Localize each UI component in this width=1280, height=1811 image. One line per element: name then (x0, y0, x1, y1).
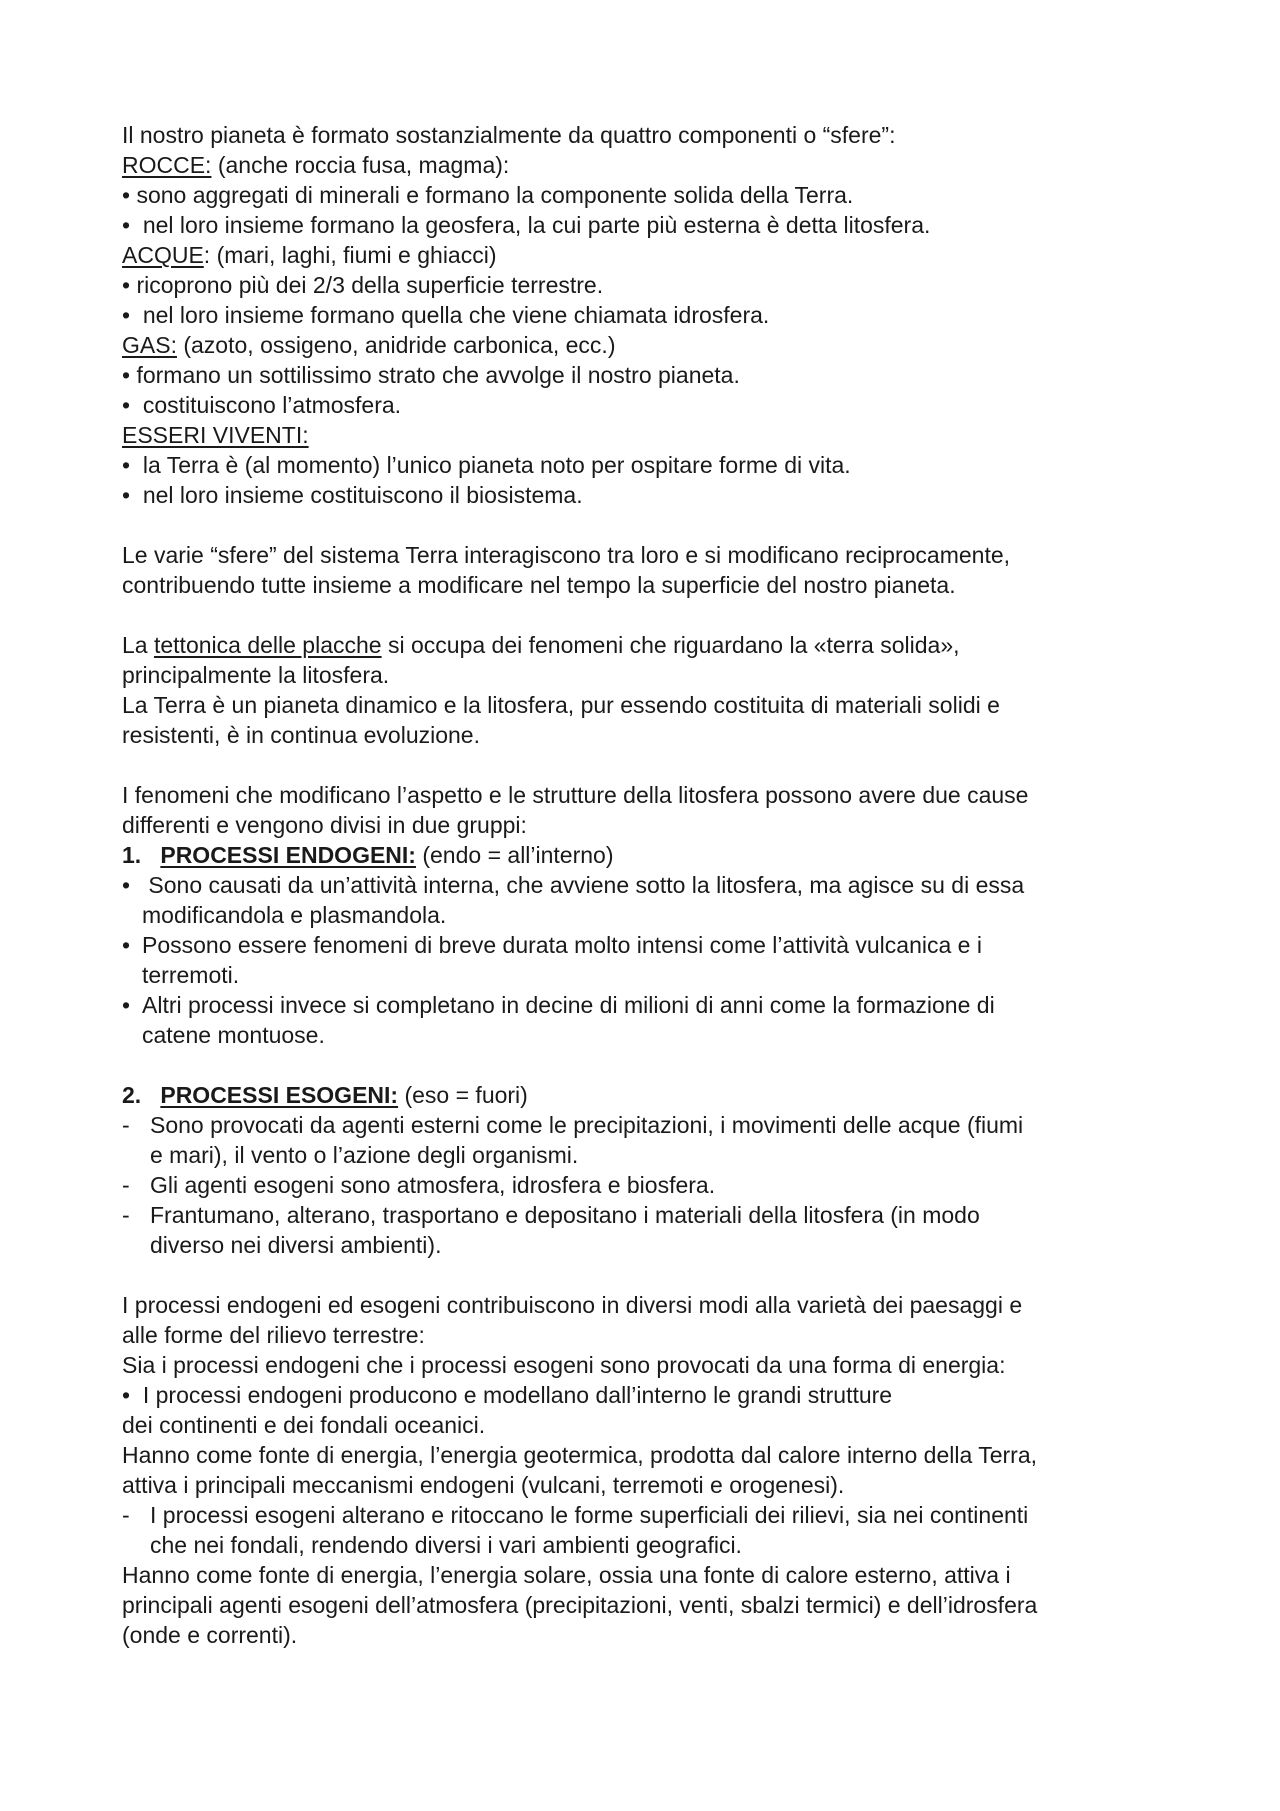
eso-heading: PROCESSI ESOGENI: (160, 1082, 399, 1108)
paragraph-line: Hanno come fonte di energia, l’energia solare, ossia una fonte di calore esterno, attiva i (122, 1562, 1011, 1588)
list-item: • I processi endogeni producono e modellano dall’interno le grandi strutture (122, 1382, 893, 1408)
tettonica-link: tettonica delle placche (153, 632, 382, 658)
paragraph-line: La Terra è un pianeta dinamico e la litosfera, pur essendo costituita di materiali solidi e (122, 692, 1000, 718)
gas-note: (azoto, ossigeno, anidride carbonica, ecc.) (176, 332, 616, 358)
paragraph-line: differenti e vengono divisi in due gruppi: (122, 812, 527, 838)
paragraph-line: principalmente la litosfera. (122, 662, 390, 688)
esseri-heading-line (122, 420, 1182, 450)
paragraph-line: resistenti, è in continua evoluzione. (122, 722, 480, 748)
rocce-note: (anche roccia fusa, magma): (211, 152, 510, 178)
paragraph-line: (onde e correnti). (122, 1622, 298, 1648)
paragraph-line: Sia i processi endogeni che i processi esogeni sono provocati da una forma di energia: (122, 1352, 1006, 1378)
list-item: - Frantumano, alterano, trasportano e depositano i materiali della litosfera (in modo diverso nei diversi ambienti). (122, 1202, 980, 1258)
rocce-heading-line (122, 150, 1182, 180)
list-item: • Possono essere fenomeni di breve durata molto intensi come l’attività vulcanica e i terremoti. (122, 932, 982, 988)
paragraph-line: Le varie “sfere” del sistema Terra interagiscono tra loro e si modificano reciprocamente, (122, 542, 1011, 568)
list-item: • ricoprono più dei 2/3 della superficie terrestre. (122, 272, 604, 298)
intro-line: Il nostro pianeta è formato sostanzialmente da quattro componenti o “sfere”: (122, 122, 896, 148)
list-item: - I processi esogeni alterano e ritoccano le forme superficiali dei rilievi, sia nei continenti che nei fondali, rendendo diversi i vari ambienti geografici. (122, 1502, 1029, 1558)
endo-heading-line (122, 840, 1182, 870)
endo-heading: PROCESSI ENDOGENI: (160, 842, 416, 868)
rocce-heading: ROCCE: (122, 152, 212, 178)
paragraph-line: attiva i principali meccanismi endogeni (vulcani, terremoti e orogenesi). (122, 1472, 845, 1498)
gas-heading-line (122, 330, 1182, 360)
list-item: • la Terra è (al momento) l’unico pianeta noto per ospitare forme di vita. (122, 452, 851, 478)
document-body (122, 120, 1182, 1650)
list-item: • nel loro insieme formano la geosfera, la cui parte più esterna è detta litosfera. (122, 212, 931, 238)
list-item: • Sono causati da un’attività interna, che avviene sotto la litosfera, ma agisce su di essa modificandola e plasmandola. (122, 872, 1025, 928)
eso-note: (eso = fuori) (398, 1082, 528, 1108)
gas-heading: GAS: (122, 332, 177, 358)
paragraph-line: I fenomeni che modificano l’aspetto e le strutture della litosfera possono avere due cause (122, 782, 1029, 808)
paragraph-line: La tettonica delle placche si occupa dei fenomeni che riguardano la «terra solida», (122, 632, 960, 658)
paragraph-line: Hanno come fonte di energia, l’energia geotermica, prodotta dal calore interno della Terra, (122, 1442, 1038, 1468)
paragraph-line: alle forme del rilievo terrestre: (122, 1322, 425, 1348)
list-item: • Altri processi invece si completano in decine di milioni di anni come la formazione di catene montuose. (122, 992, 995, 1048)
acque-note: : (mari, laghi, fiumi e ghiacci) (203, 242, 497, 268)
eso-heading-line (122, 1080, 1182, 1110)
list-item: - Gli agenti esogeni sono atmosfera, idrosfera e biosfera. (122, 1172, 716, 1198)
list-item: • nel loro insieme formano quella che viene chiamata idrosfera. (122, 302, 770, 328)
list-item: - Sono provocati da agenti esterni come le precipitazioni, i movimenti delle acque (fiumi e mari), il vento o l’azione degli organismi. (122, 1112, 1024, 1168)
endo-number: 1. (122, 842, 142, 868)
list-item: • costituiscono l’atmosfera. (122, 392, 402, 418)
paragraph-line: contribuendo tutte insieme a modificare nel tempo la superficie del nostro pianeta. (122, 572, 956, 598)
esseri-heading: ESSERI VIVENTI: (122, 422, 309, 448)
endo-note: (endo = all’interno) (415, 842, 614, 868)
paragraph-line: principali agenti esogeni dell’atmosfera (precipitazioni, venti, sbalzi termici) e dell’idrosfera (122, 1592, 1038, 1618)
list-item: • formano un sottilissimo strato che avvolge il nostro pianeta. (122, 362, 740, 388)
list-item: • nel loro insieme costituiscono il biosistema. (122, 482, 583, 508)
eso-number: 2. (122, 1082, 142, 1108)
acque-heading: ACQUE (122, 242, 204, 268)
acque-heading-line (122, 240, 1182, 270)
list-item: • sono aggregati di minerali e formano la componente solida della Terra. (122, 182, 854, 208)
paragraph-line: I processi endogeni ed esogeni contribuiscono in diversi modi alla varietà dei paesaggi e (122, 1292, 1023, 1318)
paragraph-line: dei continenti e dei fondali oceanici. (122, 1412, 486, 1438)
